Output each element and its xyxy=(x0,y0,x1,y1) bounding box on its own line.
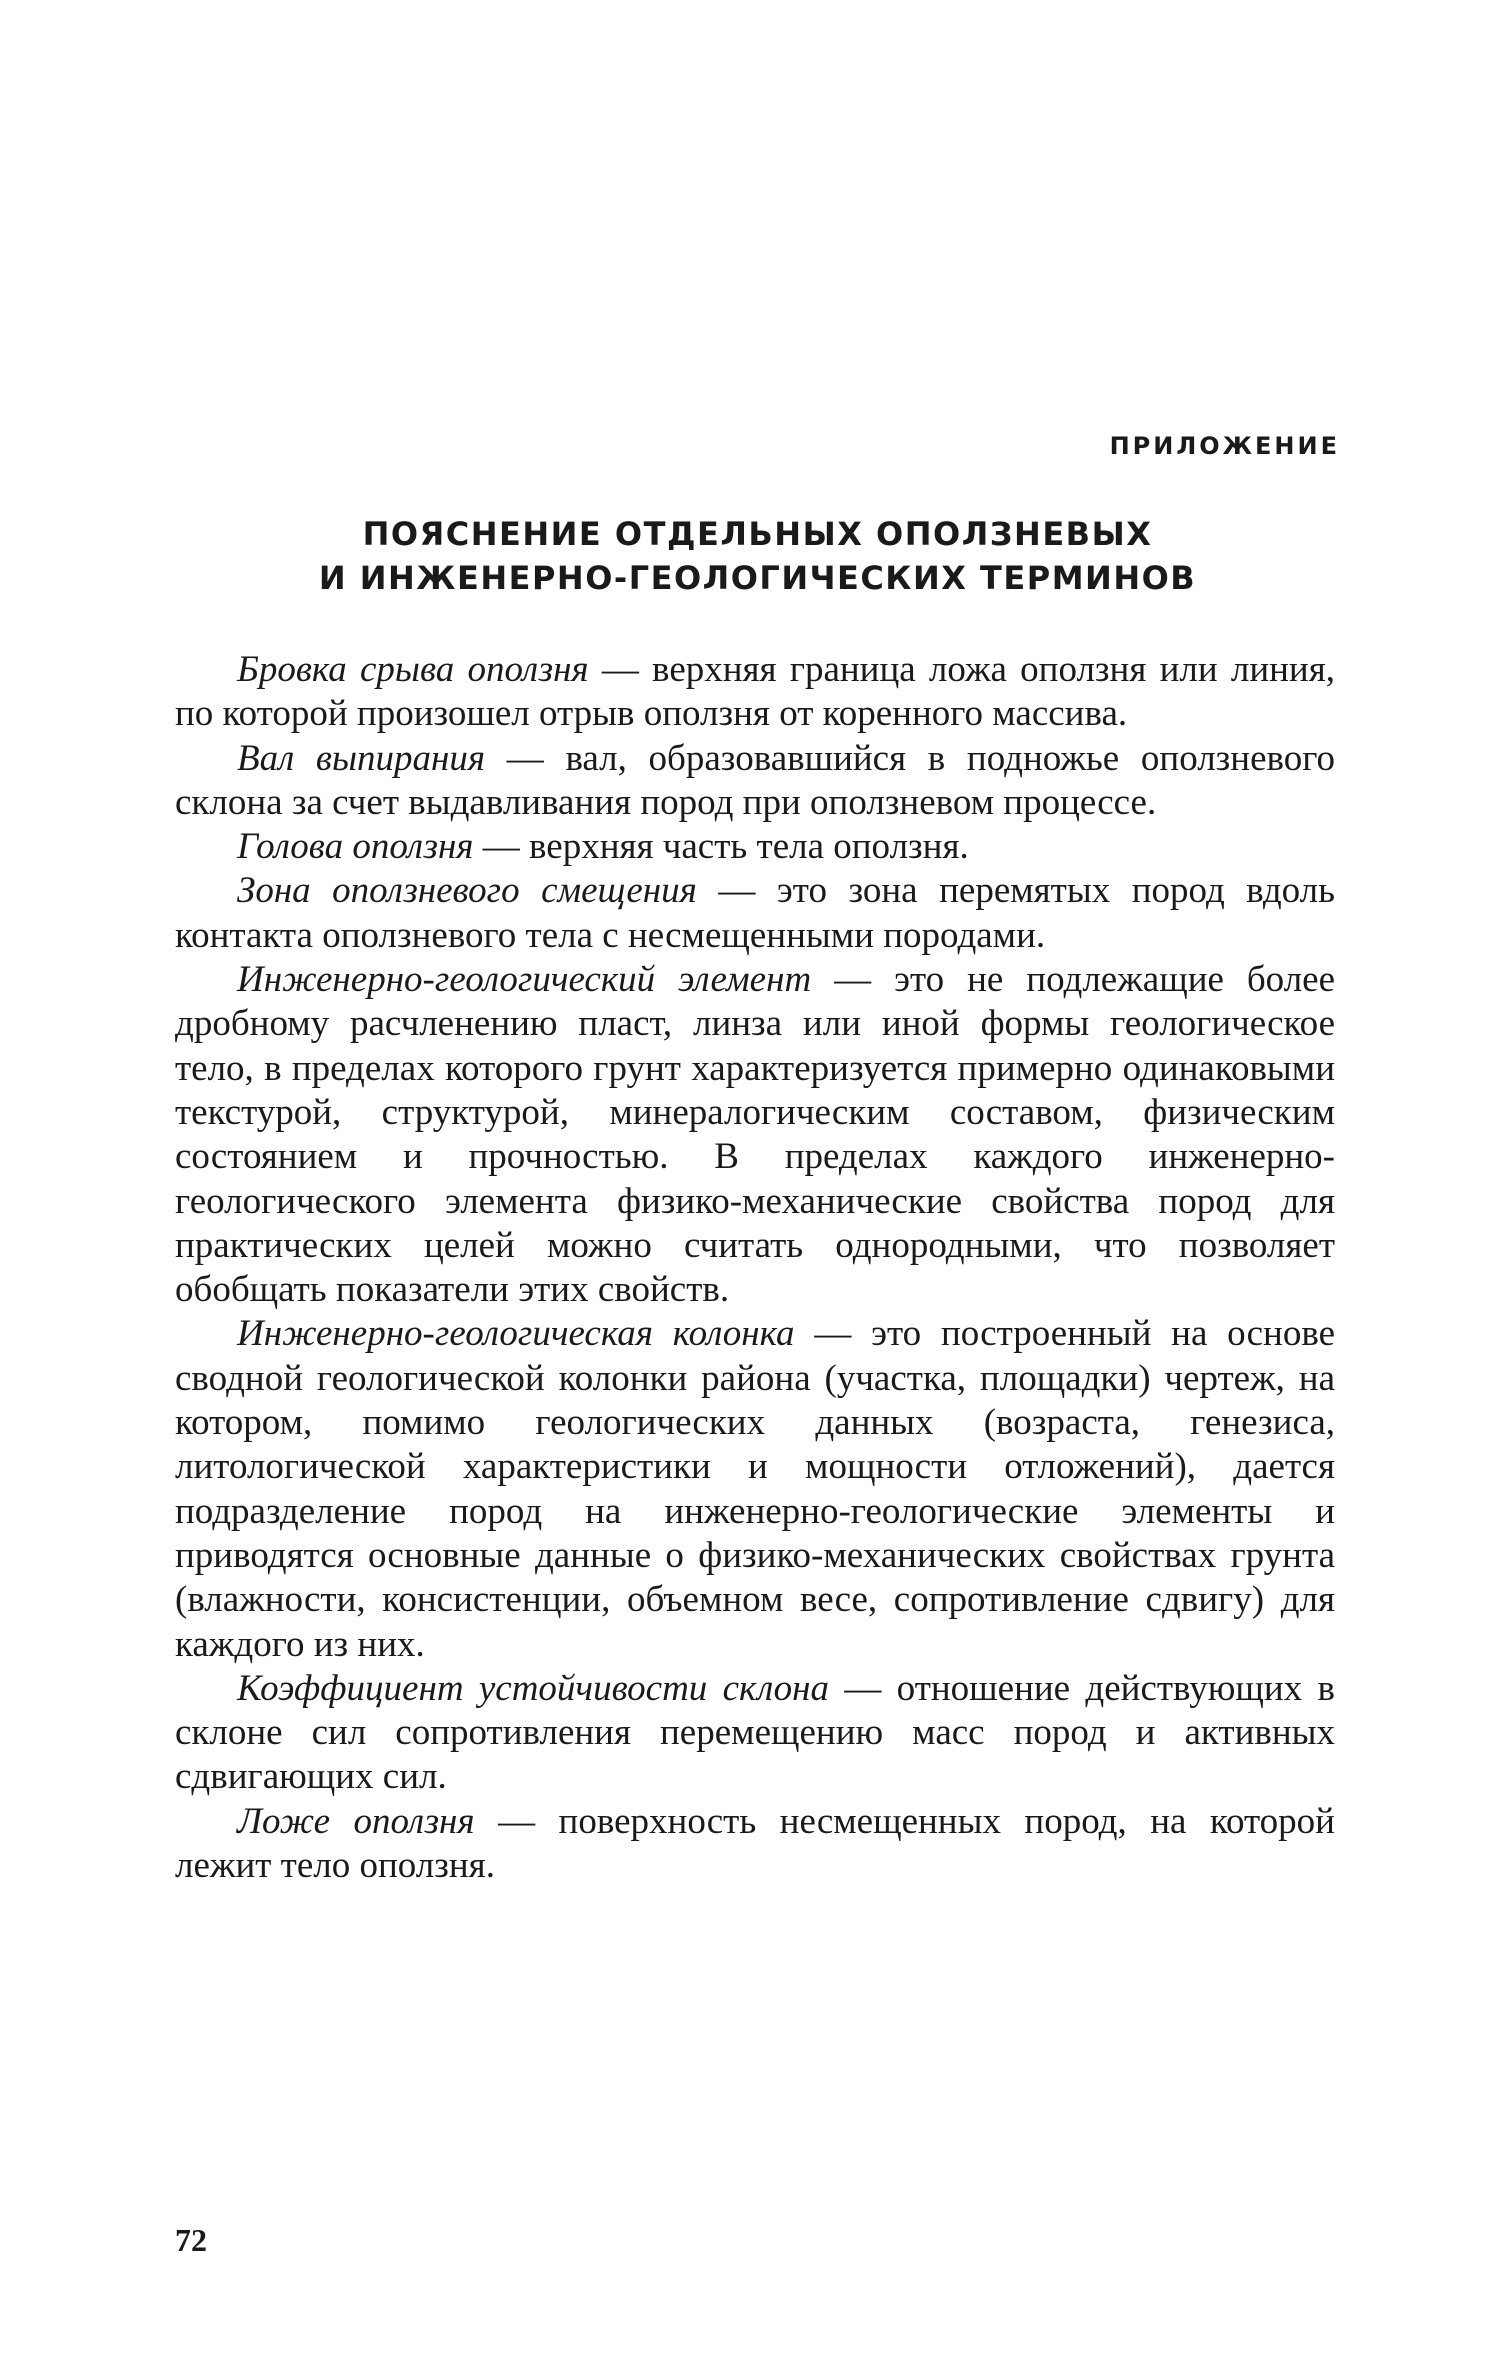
glossary-term: Бровка срыва оползня xyxy=(237,649,589,690)
page-number: 72 xyxy=(175,2222,207,2258)
glossary-definition: — верхняя граница ложа оползня или линия, по которой произошел отрыв оползня от коренного массива. xyxy=(175,649,1335,735)
glossary-definition: — вал, образовавшийся в подножье оползневого склона за счет выдавливания пород при оползневом процессе. xyxy=(175,737,1335,823)
glossary-definition: — это построенный на основе сводной геологической колонки района (участка, площадки) чертеж, на котором, помимо геологических данных (возраста, генезиса, литологической характеристики и мощности отложений), дается подразделение пород на инженерно-геологические элементы и приводятся основные данные о физико-механических свойствах грунта (влажности, консистенции, объемном весе, сопротивление сдвигу) для каждого из них. xyxy=(175,1313,1335,1665)
glossary-definition: — это не подлежащие более дробному расчленению пласт, линза или иной формы геологическое тело, в пределах которого грунт характеризуется примерно одинаковыми текстурой, структурой, минералогическим составом, физическим состоянием и прочностью. В пределах каждого инженерно-геологического элемента физико-механические свойства пород для практических целей можно считать однородными, что позволяет обобщать показатели этих свойств. xyxy=(175,959,1336,1311)
glossary-definition: — верхняя часть тела оползня. xyxy=(473,826,969,868)
glossary-definition: — поверхность несмещенных пород, на которой лежит тело оползня. xyxy=(175,1800,1335,1887)
title-line-1: ПОЯСНЕНИЕ ОТДЕЛЬНЫХ ОПОЛЗНЕВЫХ xyxy=(362,515,1153,553)
glossary-term: Зона оползневого смещения xyxy=(237,870,697,912)
title-line-2: И ИНЖЕНЕРНО-ГЕОЛОГИЧЕСКИХ ТЕРМИНОВ xyxy=(318,559,1197,597)
glossary-entry xyxy=(175,737,1335,826)
page-title xyxy=(175,512,1340,600)
glossary-term: Ложе оползня xyxy=(237,1800,475,1842)
glossary-body xyxy=(175,648,1335,1888)
glossary-term: Вал выпирания xyxy=(237,737,486,779)
glossary-entry xyxy=(175,825,1335,869)
glossary-entry xyxy=(175,1800,1335,1889)
glossary-entry xyxy=(175,1667,1335,1800)
glossary-term: Инженерно-геологический элемент xyxy=(237,959,812,1001)
appendix-label: ПРИЛОЖЕНИЕ xyxy=(1109,432,1340,460)
glossary-entry xyxy=(175,869,1335,958)
glossary-term: Голова оползня xyxy=(237,826,474,868)
glossary-entry xyxy=(175,1312,1335,1666)
glossary-entry xyxy=(175,648,1335,737)
glossary-entry xyxy=(175,958,1335,1312)
glossary-definition: — отношение действующих в склоне сил сопротивления перемещению масс пород и активных сдвигающих сил. xyxy=(175,1667,1335,1798)
glossary-term: Коэффициент устойчивости склона xyxy=(237,1667,830,1709)
glossary-term: Инженерно-геологическая колонка xyxy=(237,1313,795,1355)
glossary-definition: — это зона перемятых пород вдоль контакта оползневого тела с несмещенными породами. xyxy=(175,870,1335,956)
